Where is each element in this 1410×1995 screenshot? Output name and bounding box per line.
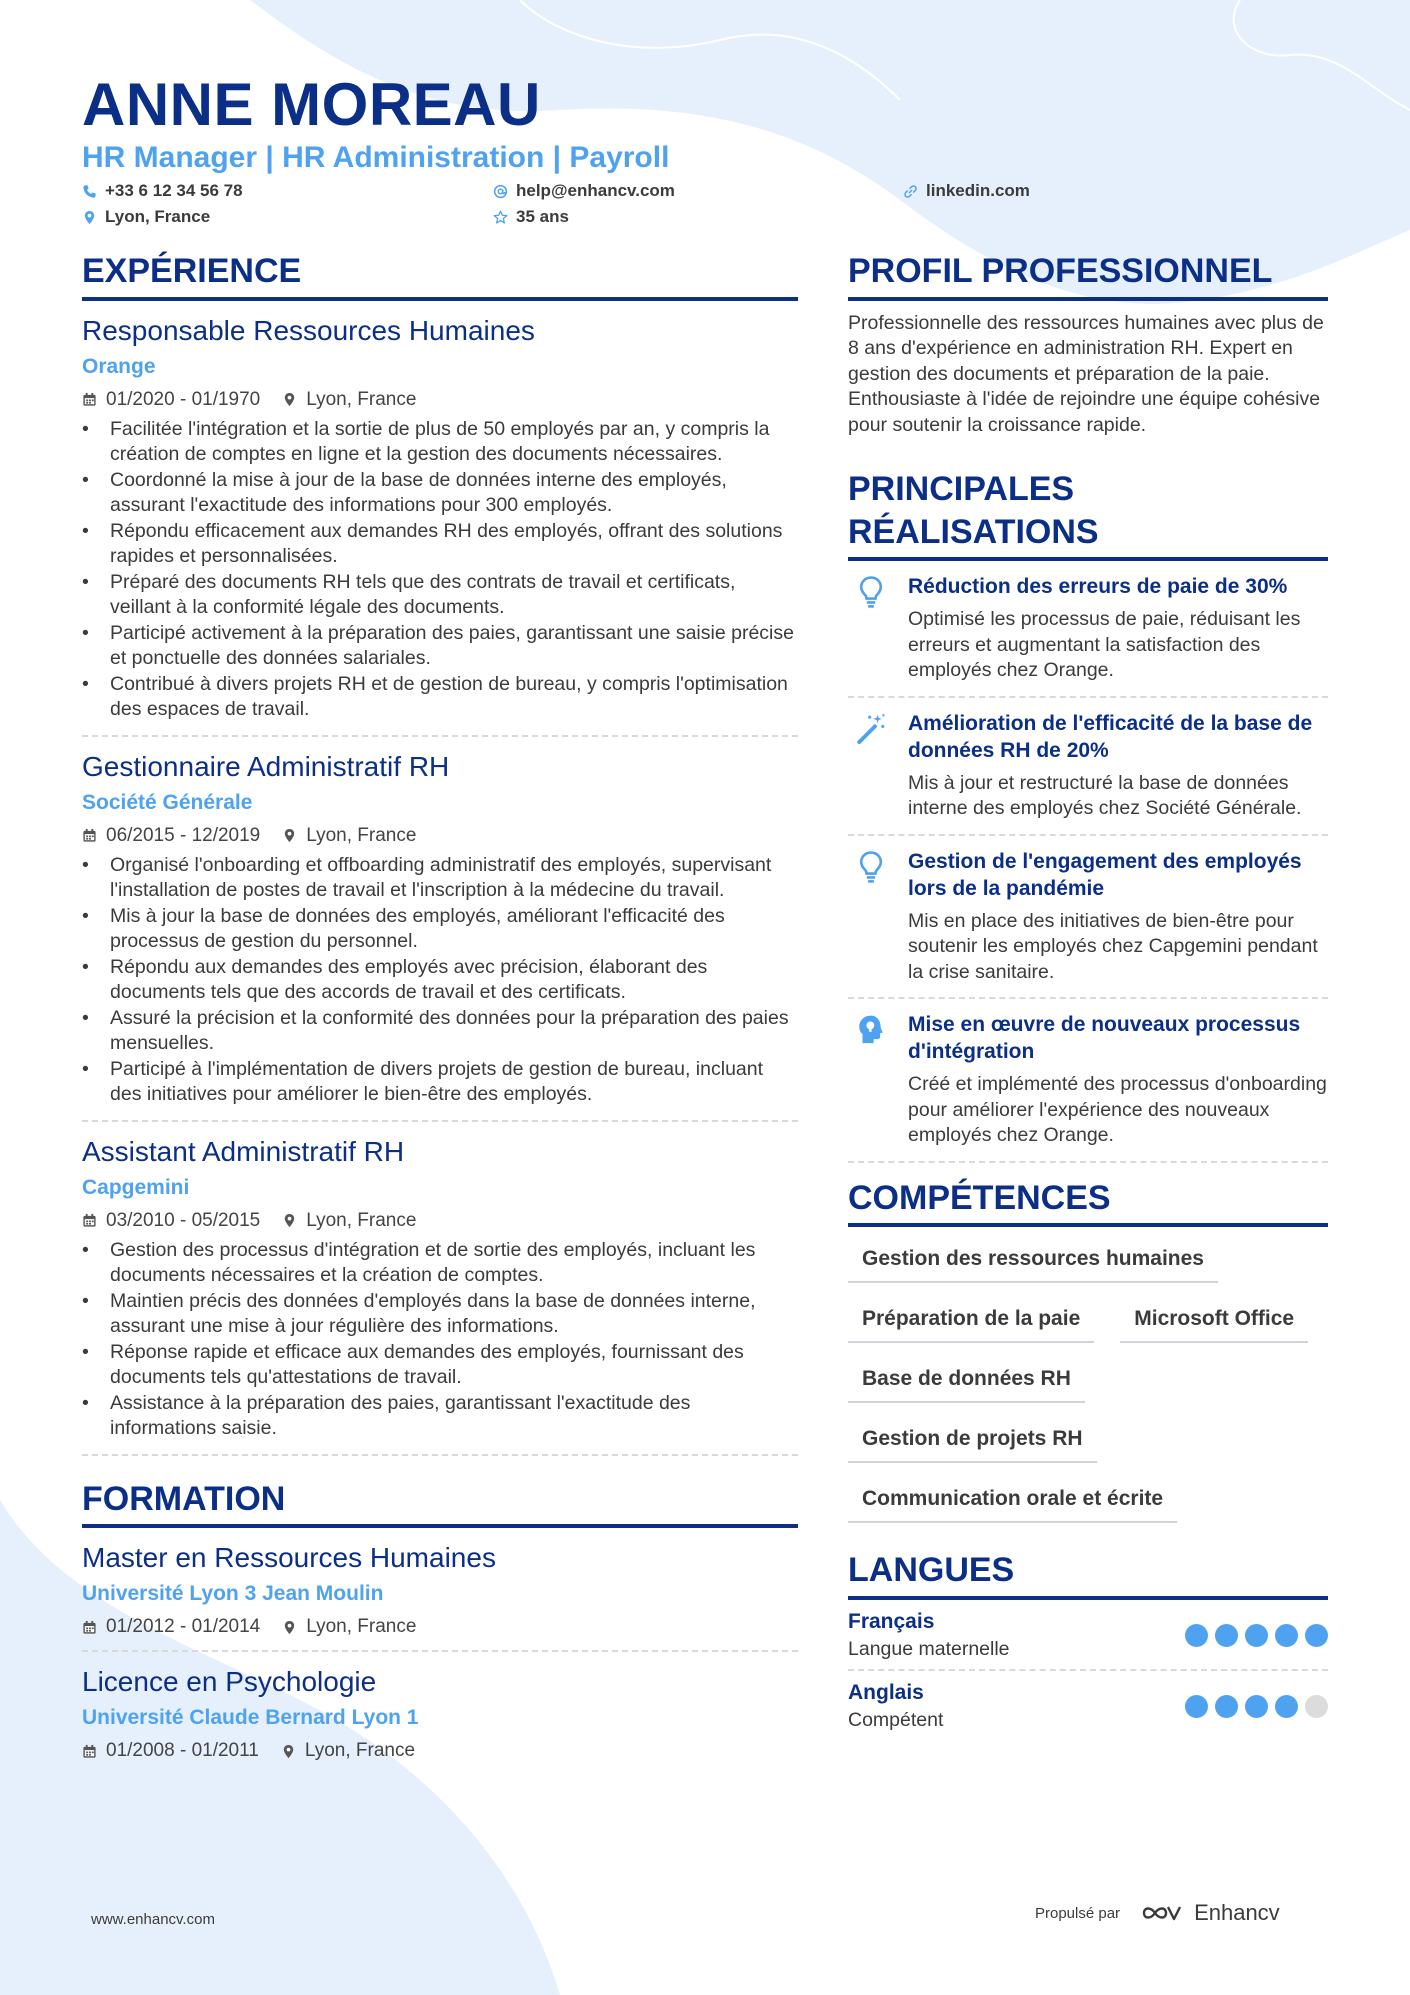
education-meta <box>82 1616 798 1638</box>
education-location: Lyon, France <box>306 1616 417 1637</box>
job-dates: 03/2010 - 05/2015 <box>106 1209 261 1231</box>
bullet-item: • Participé activement à la préparation des paies, garantissant une saisie précise et ponctuelle des données salariales. <box>82 621 798 672</box>
location-pin-icon <box>282 1620 297 1635</box>
job-company: Société Générale <box>82 790 253 814</box>
bullet-item: • Facilitée l'intégration et la sortie de plus de 50 employés par an, y compris la création de comptes en ligne et la gestion des documents nécessaires. <box>82 417 798 468</box>
education-location: Lyon, France <box>304 1740 416 1761</box>
location-pin-icon <box>282 1213 297 1228</box>
achievement-title: Mise en œuvre de nouveaux processus d'intégration <box>908 1013 1301 1063</box>
calendar-icon <box>82 1744 97 1759</box>
bullet-item: • Organisé l'onboarding et offboarding administratif des employés, supervisant l'installation de postes de travail et l'inscription à la médecine du travail. <box>82 853 798 904</box>
education-meta <box>82 1740 798 1762</box>
rating-dot-filled <box>1185 1695 1208 1718</box>
achievement-item <box>848 836 1328 1000</box>
star-icon <box>493 210 508 225</box>
job-company: Capgemini <box>82 1175 190 1199</box>
experience-entry <box>82 301 798 737</box>
job-dates: 06/2015 - 12/2019 <box>106 824 261 846</box>
contact-phone <box>82 181 243 201</box>
section-title-education: FORMATION <box>82 1478 798 1529</box>
experience-entry <box>82 737 798 1122</box>
left-column <box>82 250 798 1774</box>
degree: Licence en Psychologie <box>82 1666 377 1697</box>
brand-logo[interactable] <box>1140 1900 1280 1926</box>
location-text: Lyon, France <box>105 207 211 226</box>
skill-tag: Gestion de projets RH <box>848 1421 1097 1463</box>
achievement-description: Créé et implémenté des processus d'onboarding pour améliorer l'expérience des nouveaux employés chez Orange. <box>908 1073 1327 1146</box>
rating-dot-filled <box>1215 1695 1238 1718</box>
skill-tag: Préparation de la paie <box>848 1301 1094 1343</box>
lightbulb-icon <box>855 575 887 609</box>
calendar-icon <box>82 1213 97 1228</box>
bullet-item: • Réponse rapide et efficace aux demandes des employés, fournissant des documents tels qu'attestations de travail. <box>82 1340 798 1391</box>
achievement-item <box>848 561 1328 698</box>
rating-dot-filled <box>1185 1624 1208 1647</box>
calendar-icon <box>82 392 97 407</box>
bullet-item: • Gestion des processus d'intégration et de sortie des employés, incluant les documents nécessaires et la création de comptes. <box>82 1238 798 1289</box>
achievement-description: Mis à jour et restructuré la base de données interne des employés chez Société Générale. <box>908 771 1302 819</box>
job-bullets <box>82 853 798 1108</box>
section-title-profile: PROFIL PROFESSIONNEL <box>848 250 1328 301</box>
job-location: Lyon, France <box>306 824 417 846</box>
education-entry <box>82 1528 798 1652</box>
bullet-item: • Coordonné la mise à jour de la base de données interne des employés, assurant l'exactitude des informations pour 300 employés. <box>82 468 798 519</box>
job-bullets <box>82 1238 798 1442</box>
contact-location <box>82 207 210 227</box>
rating-dot-filled <box>1275 1624 1298 1647</box>
rating-dot-filled <box>1305 1624 1328 1647</box>
achievement-description: Optimisé les processus de paie, réduisant les erreurs et augmentant la satisfaction des employés chez Orange. <box>908 608 1301 681</box>
rating-dot-filled <box>1245 1624 1268 1647</box>
job-location: Lyon, France <box>306 1209 417 1231</box>
bullet-item: • Assistance à la préparation des paies, garantissant l'exactitude des informations saisie. <box>82 1391 798 1442</box>
language-name: Français <box>848 1609 935 1633</box>
link-icon <box>903 184 918 199</box>
job-meta <box>82 389 798 411</box>
experience-entry <box>82 1122 798 1456</box>
bullet-item: • Répondu efficacement aux demandes RH des employés, offrant des solutions rapides et personnalisées. <box>82 519 798 570</box>
calendar-icon <box>82 1620 97 1635</box>
rating-dot-empty <box>1305 1695 1328 1718</box>
section-title-skills: COMPÉTENCES <box>848 1177 1328 1228</box>
achievement-item <box>848 999 1328 1163</box>
powered-by-label: Propulsé par <box>1035 1904 1121 1922</box>
bullet-item: • Préparé des documents RH tels que des contrats de travail et certificats, veillant à la conformité légale des documents. <box>82 570 798 621</box>
achievement-title: Amélioration de l'efficacité de la base de données RH de 20% <box>908 711 1313 762</box>
phone-text: +33 6 12 34 56 78 <box>105 181 243 200</box>
section-title-languages: LANGUES <box>848 1549 1328 1600</box>
bullet-item: • Contribué à divers projets RH et de gestion de bureau, y compris l'optimisation des espaces de travail. <box>82 672 798 723</box>
skills-list <box>848 1241 1328 1523</box>
job-role: Gestionnaire Administratif RH <box>82 750 450 782</box>
location-pin-icon <box>282 828 297 843</box>
headline: HR Manager | HR Administration | Payroll <box>82 141 670 174</box>
language-rating <box>1185 1695 1328 1718</box>
job-role: Assistant Administratif RH <box>82 1135 405 1167</box>
bullet-item: • Maintien précis des données d'employés dans la base de données interne, assurant une mise à jour régulière des informations. <box>82 1289 798 1340</box>
calendar-icon <box>82 828 97 843</box>
language-item <box>848 1671 1328 1740</box>
achievement-description: Mis en place des initiatives de bien-être pour soutenir les employés chez Capgemini pendant la crise sanitaire. <box>908 909 1318 983</box>
section-title-experience: EXPÉRIENCE <box>82 250 798 301</box>
email-text[interactable]: help@enhancv.com <box>516 181 675 200</box>
job-bullets <box>82 417 798 723</box>
footer-website[interactable]: www.enhancv.com <box>91 1911 215 1928</box>
job-meta <box>82 1210 798 1232</box>
skill-tag: Gestion des ressources humaines <box>848 1241 1218 1283</box>
education-dates: 01/2012 - 01/2014 <box>106 1616 261 1637</box>
linkedin-text[interactable]: linkedin.com <box>926 181 1030 200</box>
head-idea-icon <box>855 1013 887 1047</box>
language-name: Anglais <box>848 1680 924 1704</box>
school: Université Lyon 3 Jean Moulin <box>82 1582 384 1605</box>
skill-tag: Microsoft Office <box>1120 1301 1308 1343</box>
degree: Master en Ressources Humaines <box>82 1542 496 1573</box>
bullet-item: • Participé à l'implémentation de divers projets de gestion de bureau, incluant des initiatives pour améliorer le bien-être des employés. <box>82 1057 798 1108</box>
job-role: Responsable Ressources Humaines <box>82 314 535 346</box>
rating-dot-filled <box>1275 1695 1298 1718</box>
achievement-title: Réduction des erreurs de paie de 30% <box>908 575 1288 598</box>
at-icon <box>493 184 508 199</box>
right-column <box>848 250 1328 1740</box>
skill-tag: Base de données RH <box>848 1361 1085 1403</box>
candidate-name: ANNE MOREAU <box>82 71 541 138</box>
education-dates: 01/2008 - 01/2011 <box>106 1740 259 1761</box>
age-text: 35 ans <box>516 207 569 226</box>
rating-dot-filled <box>1245 1695 1268 1718</box>
job-location: Lyon, France <box>306 388 417 410</box>
language-item <box>848 1600 1328 1671</box>
rating-dot-filled <box>1215 1624 1238 1647</box>
contact-linkedin[interactable] <box>903 181 1030 201</box>
brand-name: Enhancv <box>1194 1900 1280 1925</box>
bullet-item: • Assuré la précision et la conformité des données pour la préparation des paies mensuelles. <box>82 1006 798 1057</box>
footer-branding <box>1035 1900 1280 1926</box>
lightbulb-icon <box>855 850 887 884</box>
contact-age <box>493 207 569 227</box>
bullet-item: • Mis à jour la base de données des employés, améliorant l'efficacité des processus de gestion du personnel. <box>82 904 798 955</box>
education-entry <box>82 1652 798 1774</box>
bullet-item: • Répondu aux demandes des employés avec précision, élaborant des documents tels que des accords de travail et des certificats. <box>82 955 798 1006</box>
location-pin-icon <box>281 1744 296 1759</box>
achievement-item <box>848 698 1328 836</box>
language-level: Langue maternelle <box>848 1637 1010 1660</box>
location-pin-icon <box>82 210 97 225</box>
magic-wand-icon <box>855 712 887 746</box>
job-dates: 01/2020 - 01/1970 <box>106 388 261 410</box>
job-meta <box>82 825 798 847</box>
section-title-achievements: PRINCIPALES RÉALISATIONS <box>848 468 1328 561</box>
job-company: Orange <box>82 354 156 378</box>
school: Université Claude Bernard Lyon 1 <box>82 1706 419 1729</box>
enhancv-logo-icon <box>1140 1901 1186 1925</box>
achievement-title: Gestion de l'engagement des employés lors de la pandémie <box>908 849 1302 900</box>
contact-email[interactable] <box>493 181 675 201</box>
language-rating <box>1185 1624 1328 1647</box>
language-level: Compétent <box>848 1708 944 1731</box>
phone-icon <box>82 184 97 199</box>
location-pin-icon <box>282 392 297 407</box>
skill-tag: Communication orale et écrite <box>848 1481 1177 1523</box>
profile-summary: Professionnelle des ressources humaines avec plus de 8 ans d'expérience en administration RH. Expert en gestion des documents et préparation de la paie. Enthousiaste à l'idée de rejoindre une équipe cohésive pour soutenir la croissance rapide. <box>848 311 1324 436</box>
